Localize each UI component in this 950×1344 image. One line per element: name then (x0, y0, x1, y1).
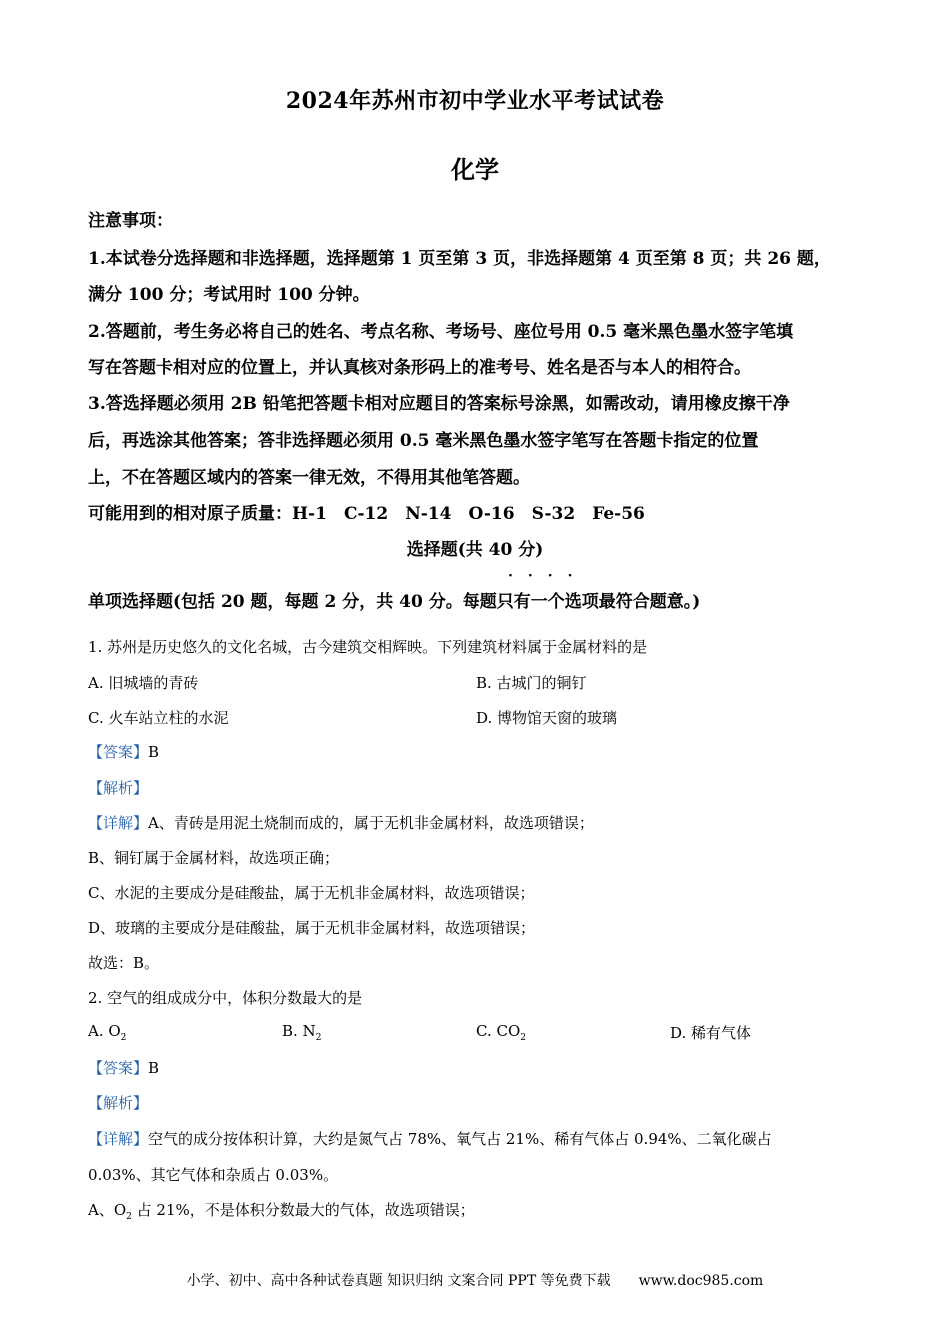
q1-detail-1 (88, 812, 594, 833)
subject-title: 化学 (451, 155, 499, 184)
q2-answer (88, 1057, 159, 1078)
exam-title: 2024年苏州市初中学业水平考试试卷 (285, 88, 665, 114)
notice-line-7: 上，不在答题区域内的答案一律无效，不得用其他笔答题。 (88, 468, 530, 488)
detail-text: 占 21%，不是体积分数最大的气体，故选项错误； (131, 1201, 475, 1219)
q2-stem: 2. 空气的组成成分中，体积分数最大的是 (88, 989, 363, 1007)
q2-option-d (670, 1022, 751, 1043)
notice-line-3: 2.答题前，考生务必将自己的姓名、考点名称、考场号、座位号用 0.5 毫米黑色墨水签字笔填 (88, 322, 794, 342)
option-text: A. O (88, 1022, 121, 1040)
page-footer: 小学、初中、高中各种试卷真题 知识归纳 文案合同 PPT 等免费下载 www.doc985.com (186, 1273, 764, 1289)
q1-conclusion: 故选：B。 (88, 954, 160, 972)
detail-text: A、O (88, 1201, 127, 1219)
atomic-masses: 可能用到的相对原子质量：H-1 C-12 N-14 O-16 S-32 Fe-56 (88, 504, 645, 524)
q2-option-a (88, 1022, 126, 1043)
q1-detail-2: B、铜钉属于金属材料，故选项正确； (88, 849, 340, 867)
q2-analysis-tag: 【解析】 (88, 1094, 149, 1112)
option-subscript: 2 (120, 1033, 127, 1043)
notice-line-2: 满分 100 分；考试用时 100 分钟。 (88, 285, 370, 305)
q1-answer (88, 741, 159, 762)
q1-option-d: D. 博物馆天窗的玻璃 (476, 709, 618, 727)
q1-option-b: B. 古城门的铜钉 (476, 674, 587, 692)
option-text: B. N (282, 1022, 316, 1040)
section-instruction: 单项选择题(包括 20 题，每题 2 分，共 40 分。每题只有一个选项最符合题意。) (88, 592, 701, 612)
detail-text: A、青砖是用泥土烧制而成的，属于无机非金属材料，故选项错误； (148, 814, 594, 832)
notice-line-5: 3.答选择题必须用 2B 铅笔把答题卡相对应题目的答案标号涂黑，如需改动，请用橡皮擦干净 (88, 394, 790, 414)
detail-text: 空气的成分按体积计算，大约是氮气占 78%、氧气占 21%、稀有气体占 0.94%、二氧化碳占 (148, 1130, 772, 1148)
subscript: 2 (126, 1212, 132, 1222)
notice-line-6: 后，再选涂其他答案；答非选择题必须用 0.5 毫米黑色墨水签字笔写在答题卡指定的位置 (88, 431, 759, 451)
detail-tag: 【详解】 (88, 1130, 149, 1148)
q2-option-c (476, 1022, 526, 1043)
notice-line-1: 1.本试卷分选择题和非选择题，选择题第 1 页至第 3 页，非选择题第 4 页至第 8 页；共 26 题， (88, 249, 831, 269)
q2-detail-2: 0.03%、其它气体和杂质占 0.03%。 (88, 1166, 339, 1184)
notice-line-4: 写在答题卡相对应的位置上，并认真核对条形码上的准考号、姓名是否与本人的相符合。 (88, 358, 751, 378)
emphasis-dots: ···· (508, 568, 588, 584)
q2-detail-a (88, 1199, 475, 1222)
answer-value: B (148, 1059, 160, 1077)
option-subscript: 2 (315, 1033, 322, 1043)
answer-tag: 【答案】 (88, 743, 149, 761)
answer-tag: 【答案】 (88, 1059, 149, 1077)
q1-option-c: C. 火车站立柱的水泥 (88, 709, 229, 727)
q2-option-b (282, 1022, 321, 1043)
option-text: D. 稀有气体 (670, 1024, 752, 1042)
section-title: 选择题(共 40 分) (406, 540, 544, 560)
q1-analysis-tag: 【解析】 (88, 779, 149, 797)
q1-option-a: A. 旧城墙的青砖 (88, 674, 199, 692)
q1-stem: 1. 苏州是历史悠久的文化名城，古今建筑交相辉映。下列建筑材料属于金属材料的是 (88, 638, 648, 656)
answer-value: B (148, 743, 160, 761)
detail-tag: 【详解】 (88, 814, 149, 832)
option-text: C. CO (476, 1022, 521, 1040)
q2-detail-1 (88, 1128, 772, 1149)
q1-detail-4: D、玻璃的主要成分是硅酸盐，属于无机非金属材料，故选项错误； (88, 919, 536, 937)
option-subscript: 2 (520, 1033, 526, 1043)
notice-heading: 注意事项： (88, 211, 173, 231)
q1-detail-3: C、水泥的主要成分是硅酸盐，属于无机非金属材料，故选项错误； (88, 884, 535, 902)
